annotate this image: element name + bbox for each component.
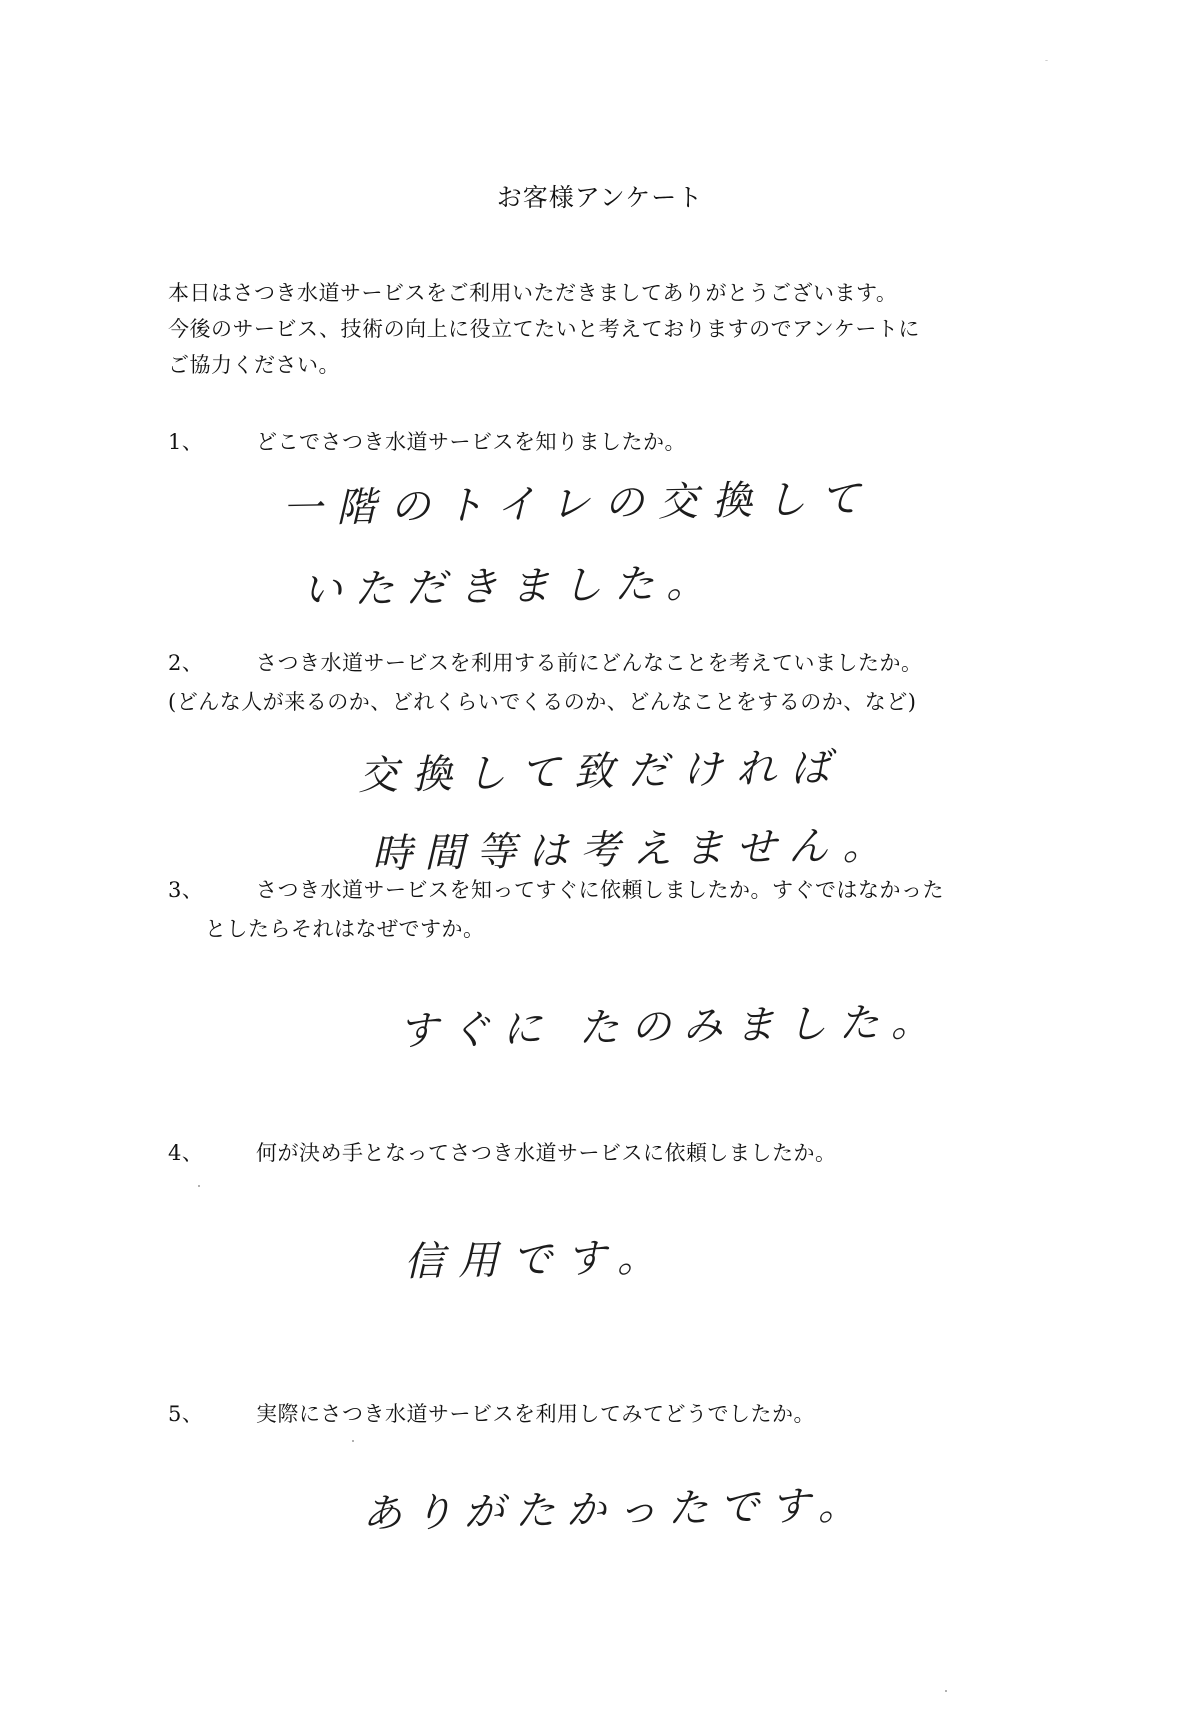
handwritten-answer-5: ありがたかったです。 xyxy=(361,1482,870,1538)
scan-speck xyxy=(198,1185,200,1187)
intro-line: 今後のサービス、技術の向上に役立てたいと考えておりますのでアンケートに xyxy=(168,317,920,341)
question-text: 何が決め手となってさつき水道サービスに依頼しましたか。 xyxy=(256,1141,837,1165)
page-title: お客様アンケート xyxy=(496,183,704,212)
scan-speck xyxy=(352,1440,354,1442)
question-text: 実際にさつき水道サービスを利用してみてどうでしたか。 xyxy=(256,1402,815,1426)
handwritten-answer-1-line-2: いただきました。 xyxy=(301,560,719,614)
question-number: 1、 xyxy=(168,430,204,454)
intro-line: ご協力ください。 xyxy=(168,353,340,377)
intro-paragraph xyxy=(168,275,920,383)
question-text: さつき水道サービスを知ってすぐに依頼しましたか。すぐではなかった xyxy=(256,878,944,902)
handwritten-answer-4: 信用です。 xyxy=(403,1234,672,1286)
question-2-note: (どんな人が来るのか、どれくらいでくるのか、どんなことをするのか、など) xyxy=(168,690,917,714)
question-text: さつき水道サービスを利用する前にどんなことを考えていましたか。 xyxy=(256,651,923,675)
handwritten-answer-3: すぐに たのみました。 xyxy=(397,999,944,1055)
handwritten-answer-2-line-1: 交換して致だければ xyxy=(357,744,845,800)
scan-speck xyxy=(945,1690,947,1692)
question-3-text-continued: としたらそれはなぜですか。 xyxy=(205,917,485,941)
question-number: 5、 xyxy=(168,1402,204,1426)
question-text: どこでさつき水道サービスを知りましたか。 xyxy=(256,430,686,454)
question-number: 2、 xyxy=(168,651,204,675)
handwritten-answer-2-line-2: 時間等は考えません。 xyxy=(371,822,895,878)
question-number: 3、 xyxy=(168,878,204,902)
question-number: 4、 xyxy=(168,1141,204,1165)
scan-speck xyxy=(1045,60,1048,61)
intro-line: 本日はさつき水道サービスをご利用いただきましてありがとうございます。 xyxy=(168,281,898,305)
handwritten-answer-1-line-1: 一階のトイレの交換して xyxy=(281,475,875,533)
